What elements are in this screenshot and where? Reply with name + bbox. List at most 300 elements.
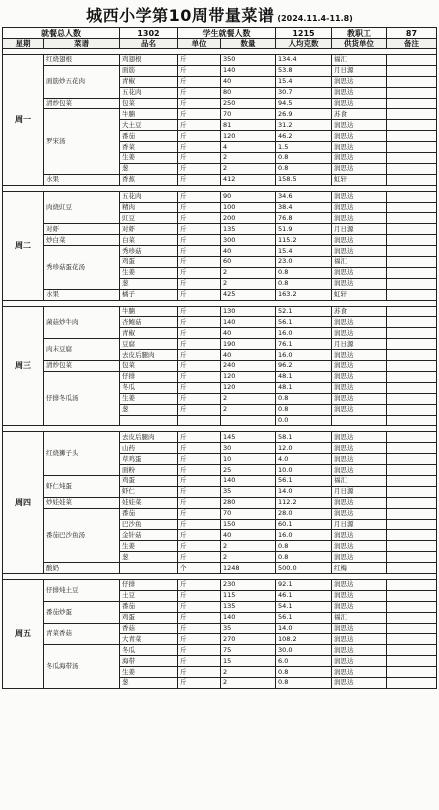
quantity-cell: 2	[221, 677, 276, 688]
remark-cell	[387, 432, 437, 443]
unit-cell: 斤	[178, 98, 221, 109]
supplier-cell: 润思达	[332, 541, 387, 552]
quantity-cell: 100	[221, 202, 276, 213]
remark-cell	[387, 191, 437, 202]
per-person-cell: 48.1	[276, 382, 332, 393]
dish-cell: 清炒包菜	[44, 361, 120, 372]
quantity-cell: 145	[221, 432, 276, 443]
menu-table-body	[3, 28, 437, 689]
remark-cell	[387, 289, 437, 300]
per-person-cell: 15.4	[276, 76, 332, 87]
unit-cell: 斤	[178, 454, 221, 465]
dish-cell: 番茄巴沙鱼汤	[44, 508, 120, 562]
quantity-cell: 130	[221, 306, 276, 317]
per-person-cell: 115.2	[276, 235, 332, 246]
header-row	[3, 39, 437, 49]
dish-cell: 面筋炒五花肉	[44, 65, 120, 98]
remark-cell	[387, 612, 437, 623]
quantity-cell: 40	[221, 530, 276, 541]
table-row	[3, 645, 437, 656]
quantity-cell: 2	[221, 393, 276, 404]
per-person-cell: 16.0	[276, 328, 332, 339]
remark-cell	[387, 361, 437, 372]
unit-cell: 斤	[178, 131, 221, 142]
remark-cell	[387, 278, 437, 289]
item-cell: 大土豆	[120, 120, 178, 131]
remark-cell	[387, 677, 437, 688]
supplier-cell: 润思达	[332, 432, 387, 443]
weekday-cell: 周四	[3, 432, 44, 574]
remark-cell	[387, 530, 437, 541]
header-quantity: 数量	[221, 39, 276, 49]
unit-cell: 斤	[178, 382, 221, 393]
quantity-cell: 120	[221, 371, 276, 382]
unit-cell: 斤	[178, 361, 221, 372]
item-cell: 青椒	[120, 328, 178, 339]
total-label: 就餐总人数	[3, 28, 120, 39]
quantity-cell: 230	[221, 579, 276, 590]
supplier-cell: 润思达	[332, 656, 387, 667]
item-cell: 生姜	[120, 153, 178, 164]
staff-label: 教职工	[332, 28, 387, 39]
remark-cell	[387, 634, 437, 645]
item-cell: 五花肉	[120, 191, 178, 202]
supplier-cell: 润思达	[332, 590, 387, 601]
unit-cell: 斤	[178, 465, 221, 476]
remark-cell	[387, 475, 437, 486]
per-person-cell: 0.8	[276, 278, 332, 289]
quantity-cell: 70	[221, 508, 276, 519]
table-row	[3, 601, 437, 612]
remark-cell	[387, 393, 437, 404]
item-cell: 鸡蛋	[120, 475, 178, 486]
supplier-cell: 福汇	[332, 475, 387, 486]
quantity-cell: 2	[221, 541, 276, 552]
item-cell: 娃娃菜	[120, 497, 178, 508]
header-per-person: 人均克数	[276, 39, 332, 49]
item-cell: 秀珍菇	[120, 246, 178, 257]
per-person-cell: 53.8	[276, 65, 332, 76]
unit-cell: 斤	[178, 590, 221, 601]
per-person-cell: 14.0	[276, 623, 332, 634]
item-cell: 去皮后腿肉	[120, 432, 178, 443]
quantity-cell: 2	[221, 404, 276, 415]
remark-cell	[387, 317, 437, 328]
item-cell: 葱	[120, 552, 178, 563]
staff-value: 87	[387, 28, 437, 39]
quantity-cell: 35	[221, 623, 276, 634]
item-cell: 鸡蛋	[120, 612, 178, 623]
menu-table	[2, 27, 437, 689]
item-cell: 香蕉	[120, 174, 178, 185]
dish-cell: 秀珍菇蛋花汤	[44, 246, 120, 290]
remark-cell	[387, 371, 437, 382]
unit-cell: 斤	[178, 371, 221, 382]
quantity-cell: 120	[221, 131, 276, 142]
per-person-cell: 500.0	[276, 563, 332, 574]
per-person-cell: 96.2	[276, 361, 332, 372]
unit-cell: 斤	[178, 623, 221, 634]
unit-cell: 斤	[178, 601, 221, 612]
quantity-cell: 240	[221, 361, 276, 372]
remark-cell	[387, 87, 437, 98]
unit-cell	[178, 415, 221, 426]
unit-cell: 斤	[178, 530, 221, 541]
per-person-cell: 4.0	[276, 454, 332, 465]
unit-cell: 斤	[178, 508, 221, 519]
quantity-cell: 2	[221, 153, 276, 164]
weekday-cell: 周五	[3, 579, 44, 688]
per-person-cell: 76.8	[276, 213, 332, 224]
remark-cell	[387, 454, 437, 465]
quantity-cell: 135	[221, 601, 276, 612]
remark-cell	[387, 120, 437, 131]
supplier-cell: 润思达	[332, 382, 387, 393]
dish-cell: 红烧翅根	[44, 55, 120, 66]
quantity-cell: 30	[221, 443, 276, 454]
quantity-cell: 2	[221, 163, 276, 174]
supplier-cell: 润思达	[332, 328, 387, 339]
quantity-cell: 2	[221, 267, 276, 278]
remark-cell	[387, 65, 437, 76]
table-row	[3, 246, 437, 257]
item-cell: 鸡翅根	[120, 55, 178, 66]
item-cell: 山药	[120, 443, 178, 454]
unit-cell: 斤	[178, 306, 221, 317]
quantity-cell: 280	[221, 497, 276, 508]
unit-cell: 斤	[178, 87, 221, 98]
supplier-cell: 润思达	[332, 213, 387, 224]
unit-cell: 斤	[178, 432, 221, 443]
supplier-cell: 虹轩	[332, 289, 387, 300]
weekday-cell: 周三	[3, 306, 44, 426]
per-person-cell: 112.2	[276, 497, 332, 508]
per-person-cell: 34.6	[276, 191, 332, 202]
item-cell: 冬瓜	[120, 645, 178, 656]
quantity-cell: 40	[221, 328, 276, 339]
unit-cell: 斤	[178, 120, 221, 131]
remark-cell	[387, 55, 437, 66]
supplier-cell: 润思达	[332, 350, 387, 361]
quantity-cell	[221, 415, 276, 426]
remark-cell	[387, 267, 437, 278]
quantity-cell: 10	[221, 454, 276, 465]
table-row	[3, 191, 437, 202]
quantity-cell: 140	[221, 65, 276, 76]
supplier-cell: 润思达	[332, 634, 387, 645]
quantity-cell: 412	[221, 174, 276, 185]
remark-cell	[387, 486, 437, 497]
item-cell: 生姜	[120, 541, 178, 552]
per-person-cell: 30.0	[276, 645, 332, 656]
dish-cell: 肉烧豇豆	[44, 191, 120, 224]
unit-cell: 个	[178, 563, 221, 574]
supplier-cell: 润思达	[332, 267, 387, 278]
dish-cell: 仔排冬瓜汤	[44, 371, 120, 425]
quantity-cell: 90	[221, 191, 276, 202]
unit-cell: 斤	[178, 552, 221, 563]
item-cell: 生姜	[120, 667, 178, 678]
item-cell: 对虾	[120, 224, 178, 235]
quantity-cell: 25	[221, 465, 276, 476]
header-dish: 菜谱	[44, 39, 120, 49]
weekday-cell: 周二	[3, 191, 44, 300]
supplier-cell: 月日源	[332, 224, 387, 235]
quantity-cell: 75	[221, 645, 276, 656]
item-cell: 葱	[120, 278, 178, 289]
table-row	[3, 432, 437, 443]
remark-cell	[387, 163, 437, 174]
supplier-cell: 润思达	[332, 142, 387, 153]
unit-cell: 斤	[178, 497, 221, 508]
per-person-cell: 0.8	[276, 153, 332, 164]
quantity-cell: 150	[221, 519, 276, 530]
table-row	[3, 361, 437, 372]
item-cell: 牛腩	[120, 306, 178, 317]
remark-cell	[387, 508, 437, 519]
unit-cell: 斤	[178, 475, 221, 486]
remark-cell	[387, 382, 437, 393]
supplier-cell: 润思达	[332, 153, 387, 164]
dish-cell: 炒娃娃菜	[44, 497, 120, 508]
supplier-cell: 润思达	[332, 508, 387, 519]
table-row	[3, 475, 437, 486]
item-cell: 橘子	[120, 289, 178, 300]
supplier-cell: 苏食	[332, 109, 387, 120]
table-row	[3, 563, 437, 574]
unit-cell: 斤	[178, 289, 221, 300]
remark-cell	[387, 153, 437, 164]
item-cell: 葱	[120, 404, 178, 415]
remark-cell	[387, 590, 437, 601]
remark-cell	[387, 552, 437, 563]
table-row	[3, 339, 437, 350]
date-range: (2024.11.4-11.8)	[277, 14, 353, 23]
unit-cell: 斤	[178, 328, 221, 339]
quantity-cell: 80	[221, 87, 276, 98]
unit-cell: 斤	[178, 404, 221, 415]
item-cell: 杏鲍菇	[120, 317, 178, 328]
remark-cell	[387, 235, 437, 246]
unit-cell: 斤	[178, 350, 221, 361]
supplier-cell: 润思达	[332, 371, 387, 382]
supplier-cell: 润思达	[332, 317, 387, 328]
header-remark: 备注	[387, 39, 437, 49]
remark-cell	[387, 109, 437, 120]
supplier-cell: 润思达	[332, 454, 387, 465]
table-row	[3, 98, 437, 109]
unit-cell: 斤	[178, 109, 221, 120]
item-cell: 精肉	[120, 202, 178, 213]
remark-cell	[387, 579, 437, 590]
student-label: 学生就餐人数	[178, 28, 276, 39]
unit-cell: 斤	[178, 634, 221, 645]
dish-cell: 仔排炖土豆	[44, 579, 120, 601]
item-cell: 海带	[120, 656, 178, 667]
item-cell: 豇豆	[120, 213, 178, 224]
supplier-cell: 月日源	[332, 486, 387, 497]
remark-cell	[387, 246, 437, 257]
per-person-cell: 26.9	[276, 109, 332, 120]
header-unit: 单位	[178, 39, 221, 49]
remark-cell	[387, 497, 437, 508]
supplier-cell: 润思达	[332, 131, 387, 142]
unit-cell: 斤	[178, 579, 221, 590]
unit-cell: 斤	[178, 257, 221, 268]
dish-cell: 清炒包菜	[44, 98, 120, 109]
per-person-cell: 58.1	[276, 432, 332, 443]
remark-cell	[387, 224, 437, 235]
per-person-cell: 0.8	[276, 667, 332, 678]
table-row	[3, 109, 437, 120]
table-row	[3, 306, 437, 317]
remark-cell	[387, 350, 437, 361]
table-row	[3, 224, 437, 235]
remark-cell	[387, 257, 437, 268]
header-item: 品名	[120, 39, 178, 49]
item-cell	[120, 415, 178, 426]
per-person-cell: 56.1	[276, 612, 332, 623]
item-cell: 面筋	[120, 65, 178, 76]
supplier-cell: 润思达	[332, 393, 387, 404]
remark-cell	[387, 306, 437, 317]
per-person-cell: 28.0	[276, 508, 332, 519]
table-row	[3, 508, 437, 519]
unit-cell: 斤	[178, 55, 221, 66]
table-row	[3, 65, 437, 76]
supplier-cell: 月日源	[332, 65, 387, 76]
item-cell: 仔排	[120, 371, 178, 382]
per-person-cell: 1.5	[276, 142, 332, 153]
supplier-cell: 润思达	[332, 163, 387, 174]
item-cell: 五花肉	[120, 87, 178, 98]
dish-cell: 肉末豆腐	[44, 339, 120, 361]
quantity-cell: 300	[221, 235, 276, 246]
per-person-cell: 51.9	[276, 224, 332, 235]
per-person-cell: 30.7	[276, 87, 332, 98]
table-row	[3, 289, 437, 300]
title-text: 城西小学第10周带量菜谱	[86, 6, 275, 25]
unit-cell: 斤	[178, 213, 221, 224]
quantity-cell: 250	[221, 98, 276, 109]
supplier-cell: 润思达	[332, 404, 387, 415]
remark-cell	[387, 404, 437, 415]
unit-cell: 斤	[178, 191, 221, 202]
quantity-cell: 350	[221, 55, 276, 66]
supplier-cell: 润思达	[332, 677, 387, 688]
table-row	[3, 579, 437, 590]
supplier-cell: 润思达	[332, 530, 387, 541]
header-supplier: 供货单位	[332, 39, 387, 49]
quantity-cell: 140	[221, 317, 276, 328]
supplier-cell: 润思达	[332, 579, 387, 590]
dish-cell: 青菜香菇	[44, 623, 120, 645]
item-cell: 香菜	[120, 142, 178, 153]
supplier-cell: 润思达	[332, 246, 387, 257]
quantity-cell: 2	[221, 667, 276, 678]
dish-cell: 水果	[44, 174, 120, 185]
unit-cell: 斤	[178, 267, 221, 278]
quantity-cell: 120	[221, 382, 276, 393]
per-person-cell: 0.8	[276, 267, 332, 278]
per-person-cell: 48.1	[276, 371, 332, 382]
item-cell: 白菜	[120, 235, 178, 246]
per-person-cell: 46.1	[276, 590, 332, 601]
supplier-cell: 润思达	[332, 202, 387, 213]
quantity-cell: 115	[221, 590, 276, 601]
per-person-cell: 54.1	[276, 601, 332, 612]
item-cell: 番茄	[120, 601, 178, 612]
supplier-cell: 福汇	[332, 257, 387, 268]
remark-cell	[387, 76, 437, 87]
unit-cell: 斤	[178, 677, 221, 688]
quantity-cell: 425	[221, 289, 276, 300]
dish-cell: 菌菇炒牛肉	[44, 306, 120, 339]
table-row	[3, 174, 437, 185]
remark-cell	[387, 519, 437, 530]
supplier-cell: 润思达	[332, 601, 387, 612]
quantity-cell: 135	[221, 224, 276, 235]
dish-cell: 番茄炒蛋	[44, 601, 120, 623]
unit-cell: 斤	[178, 393, 221, 404]
quantity-cell: 140	[221, 612, 276, 623]
per-person-cell: 46.2	[276, 131, 332, 142]
item-cell: 鸡蛋	[120, 257, 178, 268]
remark-cell	[387, 623, 437, 634]
remark-cell	[387, 415, 437, 426]
quantity-cell: 40	[221, 350, 276, 361]
supplier-cell: 润思达	[332, 235, 387, 246]
remark-cell	[387, 465, 437, 476]
unit-cell: 斤	[178, 541, 221, 552]
per-person-cell: 76.1	[276, 339, 332, 350]
item-cell: 香菇	[120, 623, 178, 634]
table-row	[3, 235, 437, 246]
supplier-cell: 苏食	[332, 306, 387, 317]
table-row	[3, 371, 437, 382]
remark-cell	[387, 563, 437, 574]
per-person-cell: 0.8	[276, 393, 332, 404]
unit-cell: 斤	[178, 163, 221, 174]
dish-cell: 虾仁炖蛋	[44, 475, 120, 497]
per-person-cell: 0.0	[276, 415, 332, 426]
per-person-cell: 0.8	[276, 552, 332, 563]
unit-cell: 斤	[178, 443, 221, 454]
per-person-cell: 56.1	[276, 475, 332, 486]
item-cell: 豆腐	[120, 339, 178, 350]
per-person-cell: 0.8	[276, 404, 332, 415]
supplier-cell: 润思达	[332, 76, 387, 87]
per-person-cell: 108.2	[276, 634, 332, 645]
unit-cell: 斤	[178, 224, 221, 235]
item-cell: 生姜	[120, 267, 178, 278]
per-person-cell: 94.5	[276, 98, 332, 109]
supplier-cell: 润思达	[332, 667, 387, 678]
per-person-cell: 6.0	[276, 656, 332, 667]
unit-cell: 斤	[178, 235, 221, 246]
supplier-cell: 润思达	[332, 120, 387, 131]
total-value: 1302	[120, 28, 178, 39]
supplier-cell: 虹轩	[332, 174, 387, 185]
item-cell: 番茄	[120, 508, 178, 519]
per-person-cell: 0.8	[276, 163, 332, 174]
supplier-cell: 红梅	[332, 563, 387, 574]
supplier-cell: 福汇	[332, 55, 387, 66]
per-person-cell: 0.8	[276, 677, 332, 688]
dish-cell: 罗宋汤	[44, 109, 120, 174]
unit-cell: 斤	[178, 339, 221, 350]
supplier-cell: 润思达	[332, 443, 387, 454]
